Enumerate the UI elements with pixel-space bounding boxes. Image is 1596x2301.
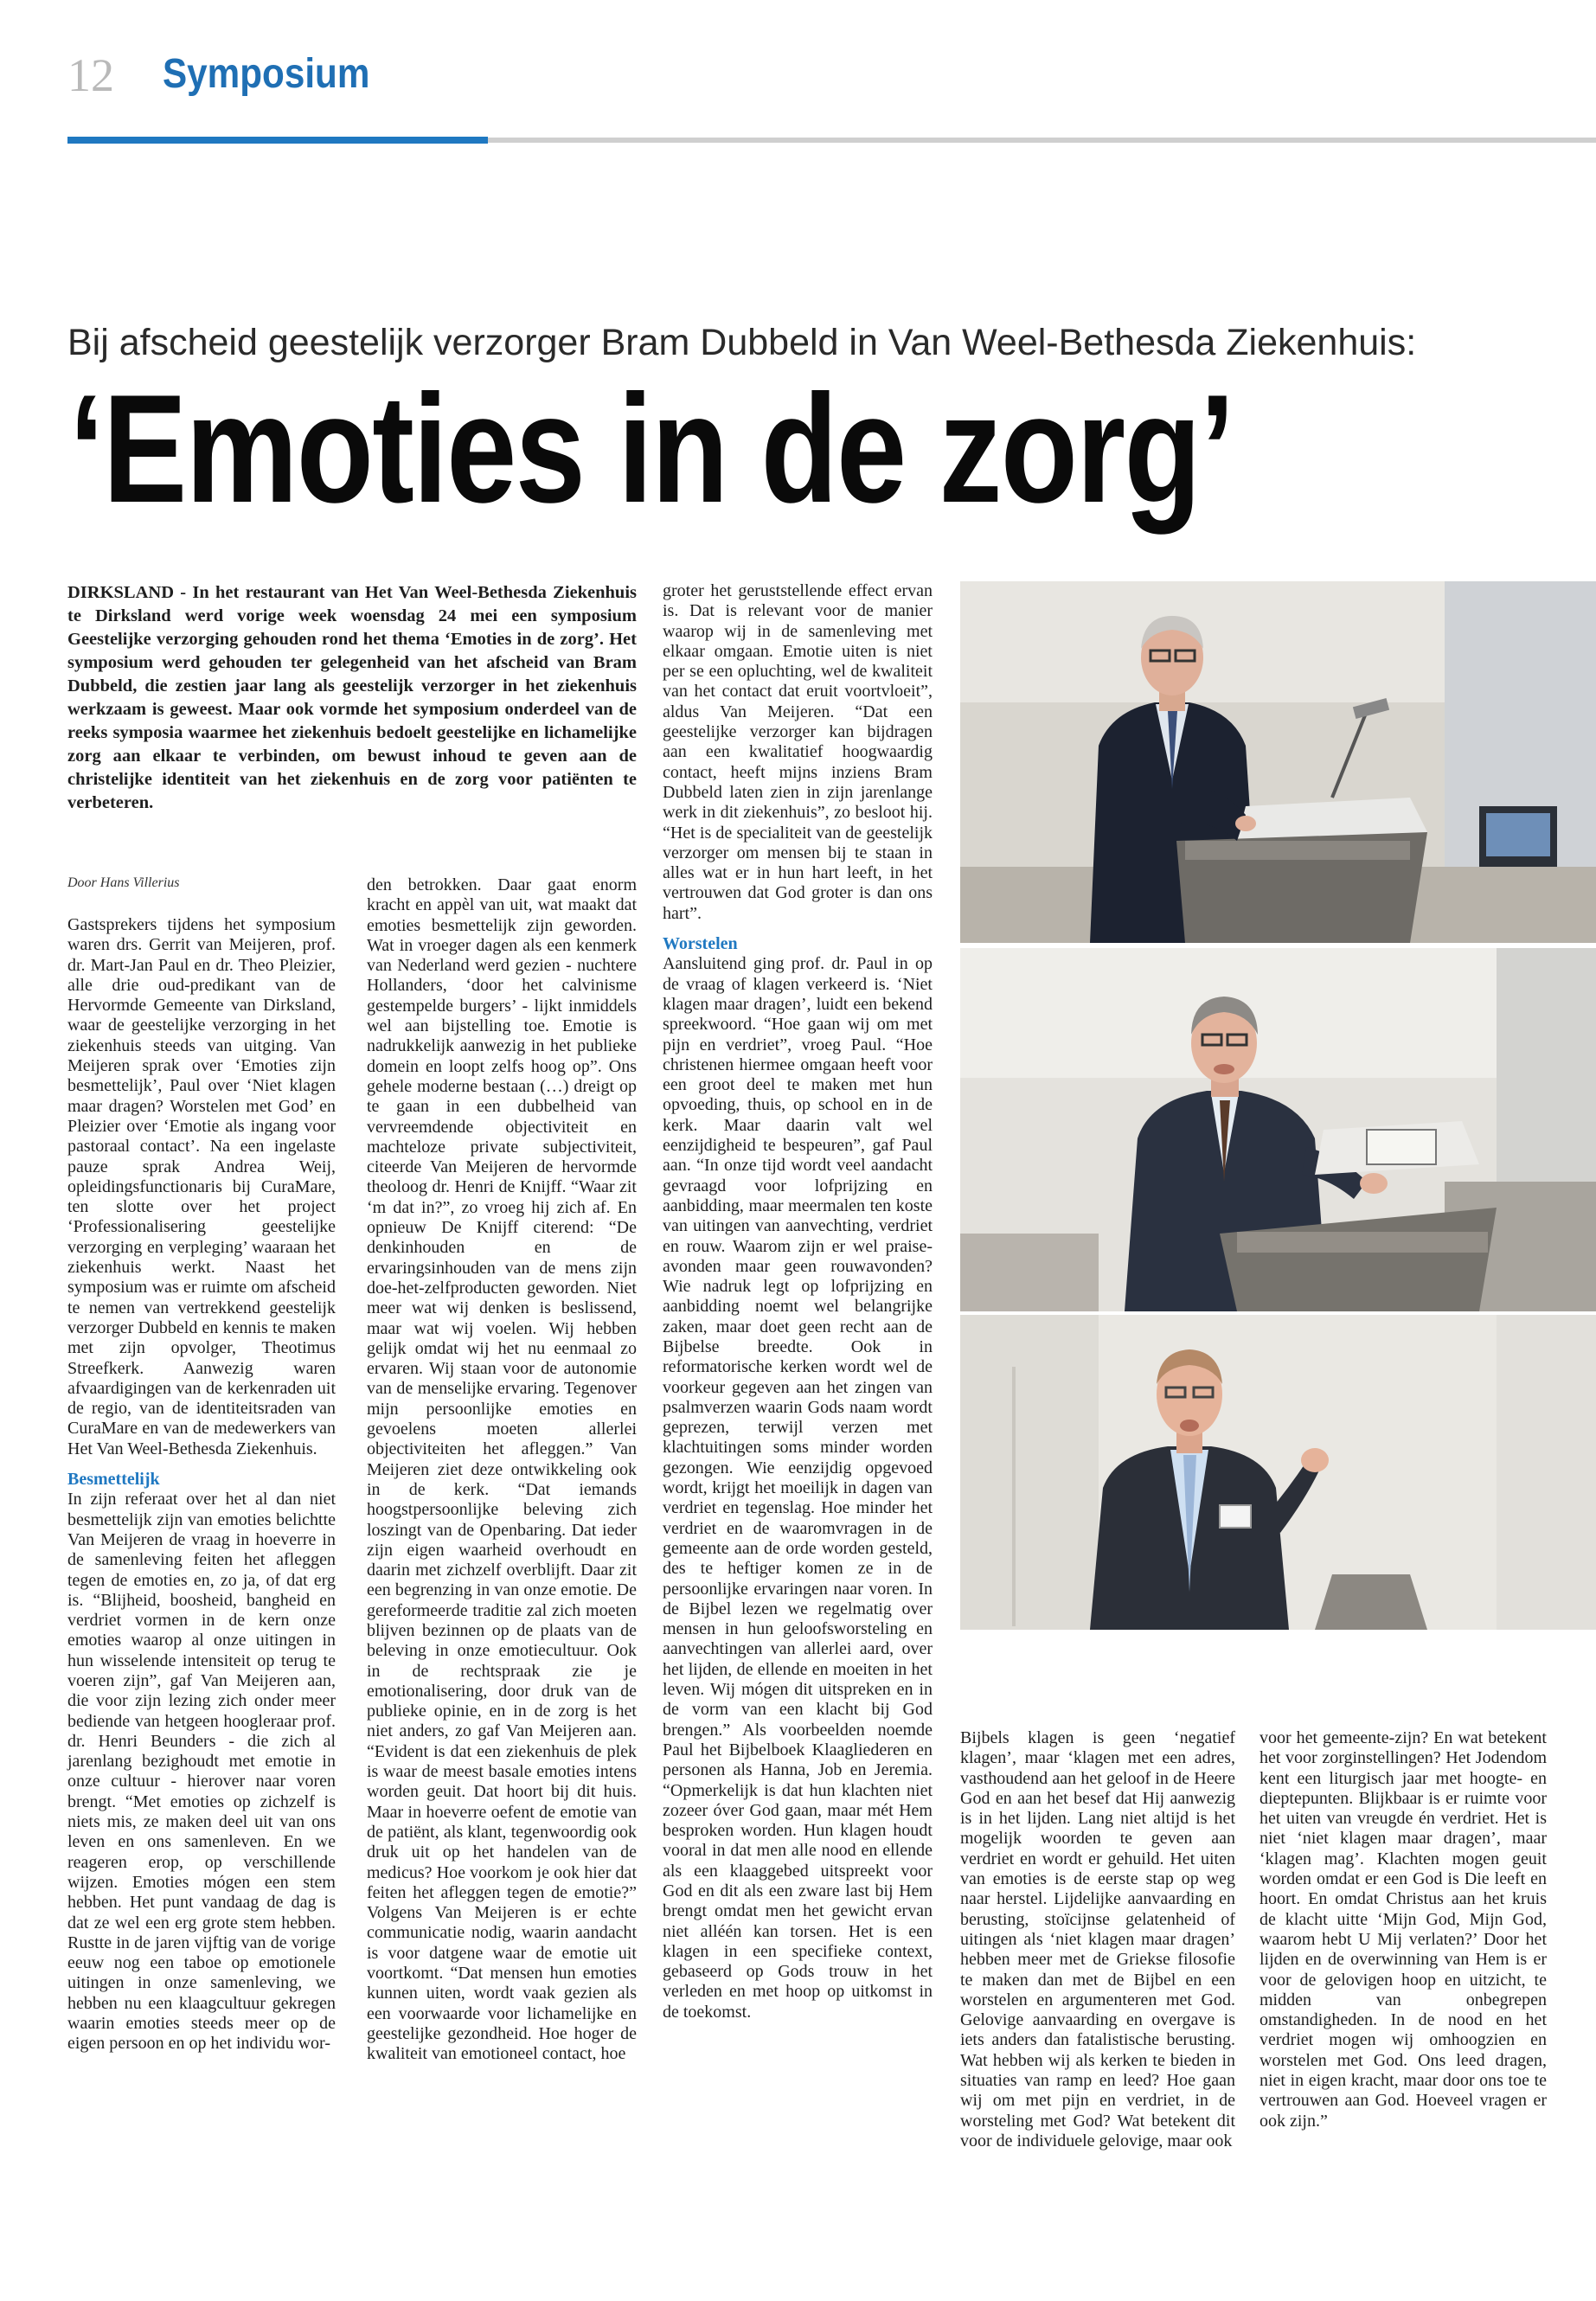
text-column-1 — [67, 915, 336, 2054]
paragraph: groter het geruststellende effect ervan is. Dat is relevant voor de manier waarop wij in de samenleving met elkaar omgaan. Emotie uiten is niet per se een opluchting, wel de kwaliteit van het contact dat eruit voortvloeit”, aldus Van Meijeren. “Dat een geestelijke verzorger kan bijdragen aan een kwalitatief hoogwaardig contact, heeft mijns inziens Bram Dubbeld laten zien in zijn jarenlange werk in dit ziekenhuis”, zo besloot hij. “Het is de specialiteit van de geestelijk verzorger om mensen bij te staan in alles wat er in hun hart leeft, in het vertrouwen dat God groter is dan ons hart”. — [663, 581, 933, 923]
photo-speaker-1 — [960, 581, 1596, 943]
photo-speaker-2 — [960, 948, 1596, 1311]
paragraph: den betrokken. Daar gaat enorm kracht en appèl van uit, wat maakt dat emoties besmettelijk zijn geworden. Wat in vroeger dagen als een kenmerk van Nederland werd gezien - nuchtere Hollanders, ‘door het calvinisme gestempelde burgers’ - lijkt inmiddels wel aan bijstelling toe. Emotie is nadrukkelijk aanwezig in het publieke domein en loopt zelfs hoog op”. Ons gehele moderne bestaan (…) dreigt op te gaan in een dubbelheid van vervreemdende objectiviteit en machteloze private subjectiviteit, citeerde Van Meijeren de hervormde theoloog dr. Henri de Knijff. “Waar zit ‘m dat in?”, zo vroeg hij zich af. En opnieuw De Knijff citerend: “De denkinhouden en de ervaringsinhouden van de mens zijn doe-het-zelfproducten geworden. Niet meer wat wij denken is beslissend, maar wat wij voelen. Wij hebben gelijk omdat wij het nu eenmaal zo ervaren. Wij staan voor de autonomie van de menselijke ervaring. Tegenover mijn persoonlijke emoties en gevoelens moeten allerlei objectiviteiten het afleggen.” Van Meijeren ziet deze ontwikkeling ook in de kerk. “Dat iemands hoogstpersoonlijke beleving zich loszingt van de Openbaring. Dat ieder zijn eigen waarheid overhoudt en daarin met zichzelf overblijft. Daar zit een begrenzing in van onze emotie. De gereformeerde traditie zal zich moeten blijven bezinnen op de plaats van de beleving in onze emotiecultuur. Ook in de rechtspraak zie je emotionalisering, door druk van de publieke opinie, en in de zorg is het niet anders, zo gaf Van Meijeren aan. “Evident is dat een ziekenhuis de plek is waar de meest basale emoties intens worden geuit. Dat hoort bij dit huis. Maar in hoeverre oefent de emotie van de patiënt, als klant, tegenwoordig ook druk uit op het handelen van de medicus? Hoe voorkom je ook hier dat feiten het afleggen tegen de emotie?” Volgens Van Meijeren is er echte communicatie nodig, waarin aandacht is voor datgene waar de emotie uit voortkomt. “Dat mensen hun emoties kunnen uiten, wordt vaak gezien als een voorwaarde voor lichamelijke en geestelijke gezondheid. Hoe hoger de kwaliteit van emotioneel contact, hoe — [367, 875, 637, 2064]
header-rule-accent — [67, 137, 488, 144]
byline: Door Hans Villerius — [67, 875, 180, 890]
paragraph: In zijn referaat over het al dan niet besmettelijk zijn van emoties belichtte Van Meijeren de vraag in hoeverre in de samenleving feiten het afleggen tegen de emoties en, zo ja, of dat erg is. “Blijheid, boosheid, bangheid en verdriet vormen in de kern onze emoties waarop al onze uitingen in hun wisselende intensiteit op terug te voeren zijn”, gaf Van Meijeren aan, die voor zijn lezing zich onder meer bediende van hetgeen hoogleraar prof. dr. Henri Beunders - die zich al jarenlang bezighoudt met emotie in onze cultuur - hierover naar voren brengt. “Met emoties op zichzelf is niets mis, ze maken deel uit van ons leven en ons samenleven. En we reageren erop, op verschillende wijzen. Emoties mógen een stem hebben. Het punt vandaag de dag is dat ze wel een erg grote stem hebben. Rustte in de jaren vijftig van de vorige eeuw nog een taboe op emotionele uitingen in onze samenleving, we hebben nu een klaagcultuur gekregen waarin emoties steeds meer op de eigen persoon en op het individu wor- — [67, 1490, 336, 2054]
section-title: Symposium — [163, 51, 370, 97]
subheading-worstelen: Worstelen — [663, 934, 738, 954]
paragraph: Aansluitend ging prof. dr. Paul in op de vraag of klagen verkeerd is. ‘Niet klagen maar dragen’, luidt een bekend spreekwoord. “Hoe gaan wij om met pijn en verdriet”, vroeg Paul. “Hoe christenen hiermee omgaan heeft voor een groot deel te maken met hun opvoeding, thuis, op school en in de kerk. Maar daarin valt wel eenzijdigheid te bespeuren”, gaf Paul aan. “In onze tijd wordt veel aandacht gevraagd voor lofprijzing en aanbidding, maar meermalen ten koste van uitingen van aanvechting, verdriet en rouw. Waarom zijn er wel praise-avonden maar geen rouwavonden? Wie nadruk legt op lofprijzing en aanbidding noemt wel belangrijke zaken, maar doet geen recht aan de Bijbelse breedte. Ook in reformatorische kerken wordt wel de voorkeur gegeven aan het zingen van psalmverzen waarin Gods naam wordt geprezen, terwijl verzen met klachtuitingen soms minder worden gezongen. Wie eenzijdig opgevoed wordt, krijgt het moeilijk in dagen van verdriet en tegenslag. Hoe minder het verdriet en de waaromvragen in de gemeente aan de orde worden gesteld, des te heftiger komen ze in de persoonlijke ervaringen naar voren. In de Bijbel lezen we regelmatig over mensen in hun geloofsworsteling en aanvechtingen van allerlei aard, over het lijden, de ellende en moeiten in het leven. Wij mógen dit uitspreken en in de vorm van een klacht bij God brengen.” Als voorbeelden noemde Paul het Bijbelboek Klaagliederen en personen als Hanna, Job en Jeremia. “Opmerkelijk is dat hun klachten niet zozeer óver God gaan, maar mét Hem besproken worden. Hun klagen houdt vooral in dat men alle nood en ellende als een klaaggebed uitspreekt voor God en dit als een zware last bij Hem brengt omdat men het gewicht ervan niet alléén kan torsen. Het is een klagen in een specifieke context, gebaseerd op Gods trouw in het verleden en met hoop op uitkomst in de toekomst. — [663, 954, 933, 2022]
text-column-3 — [663, 581, 933, 2022]
paragraph: voor het gemeente-zijn? En wat betekent het voor zorginstellingen? Het Jodendom kent een liturgisch jaar met hoogte- en dieptepunten. Blijkbaar is er ruimte voor het uiten van vreugde én verdriet. Het is niet ‘niet klagen maar dragen’, maar ‘klagen mag’. Klachten mogen geuit worden omdat er een God is Die leeft en hoort. En omdat Christus aan het kruis de klacht uitte ‘Mijn God, Mijn God, waarom hebt U Mij verlaten?’ Door het lijden en de overwinning van Hem is er voor de gelovigen hoop en uitzicht, te midden van onbegrepen omstandigheden. In de nood en het verdriet mogen wij omhoogzien en worstelen met God. Ons leed dragen, niet in eigen kracht, maar door ons toe te vertrouwen aan God. Hoeveel vragen er ook zijn.” — [1259, 1728, 1547, 2131]
header-rule — [488, 138, 1596, 143]
paragraph: Gastsprekers tijdens het symposium waren drs. Gerrit van Meijeren, prof. dr. Mart-Jan Paul en dr. Theo Pleizier, alle drie oud-predikant van de Hervormde Gemeente van Dirksland, waar de geestelijke verzorging in het ziekenhuis steeds van uitging. Van Meijeren sprak over ‘Emoties zijn besmettelijk’, Paul over ‘Niet klagen maar dragen? Worstelen met God’ en Pleizier over ‘Emotie als ingang voor pastoraal contact’. Na een ingelaste pauze sprak Andrea Weij, opleidingsfunctionaris bij CuraMare, ten slotte over het project ‘Professionalisering geestelijke verzorging en verpleging’ waaraan het ziekenhuis werkt. Naast het symposium was er ruimte om afscheid te nemen van vertrekkend geestelijk verzorger Dubbeld en kennis te maken met zijn opvolger, Theotimus Streefkerk. Aanwezig waren afvaardigingen van de kerkenraden uit de regio, van de identiteitsraden van CuraMare en van de medewerkers van Het Van Weel-Bethesda Ziekenhuis. — [67, 915, 336, 1458]
text-column-2 — [367, 875, 637, 2065]
text-column-4 — [960, 1728, 1235, 2151]
subheading-besmettelijk: Besmettelijk — [67, 1470, 160, 1490]
text-column-5 — [1259, 1728, 1547, 2131]
article-headline: ‘Emoties in de zorg’ — [69, 362, 1234, 535]
paragraph: Bijbels klagen is geen ‘negatief klagen’, maar ‘klagen met een adres, vasthoudend aan het geloof in de Heere God en aan het besef dat Hij aanwezig is in het lijden. Lang niet altijd is het mogelijk woorden te geven aan verdriet en wordt er gehuild. Het uiten van emoties is de eerste stap op weg naar herstel. Lijdelijke aanvaarding en berusting, stoïcijnse gelatenheid of uitingen als ‘niet klagen maar dragen’ hebben meer met de Griekse filosofie te maken dan met de Bijbel en een worstelen en argumenteren met God. Gelovige aanvaarding en overgave is iets anders dan fatalistische berusting. Wat hebben wij als kerken te bieden in situaties van ramp en leed? Hoe gaan wij om met pijn en verdriet, in de worsteling met God? Wat betekent dit voor de individuele gelovige, maar ook — [960, 1728, 1235, 2150]
article-kicker: Bij afscheid geestelijk verzorger Bram Dubbeld in Van Weel-Bethesda Ziekenhuis: — [67, 322, 1417, 363]
article-intro: DIRKSLAND - In het restaurant van Het Van Weel-Bethesda Ziekenhuis te Dirksland werd vorige week woensdag 24 mei een symposium Geestelijke verzorging gehouden rond het thema ‘Emoties in de zorg’. Het symposium werd gehouden ter gelegenheid van het afscheid van Bram Dubbeld, die zestien jaar lang als geestelijk verzorger in het ziekenhuis werkzaam is geweest. Maar ook vormde het symposium onderdeel van de reeks symposia waarmee het ziekenhuis bedoelt geestelijke en lichamelijke zorg aan elkaar te verbinden, om bewust inhoud te geven aan de christelijke identiteit van het ziekenhuis en de zorg voor patiënten te verbeteren. — [67, 583, 637, 812]
photo-speaker-3 — [960, 1315, 1596, 1630]
page-number: 12 — [67, 49, 114, 101]
